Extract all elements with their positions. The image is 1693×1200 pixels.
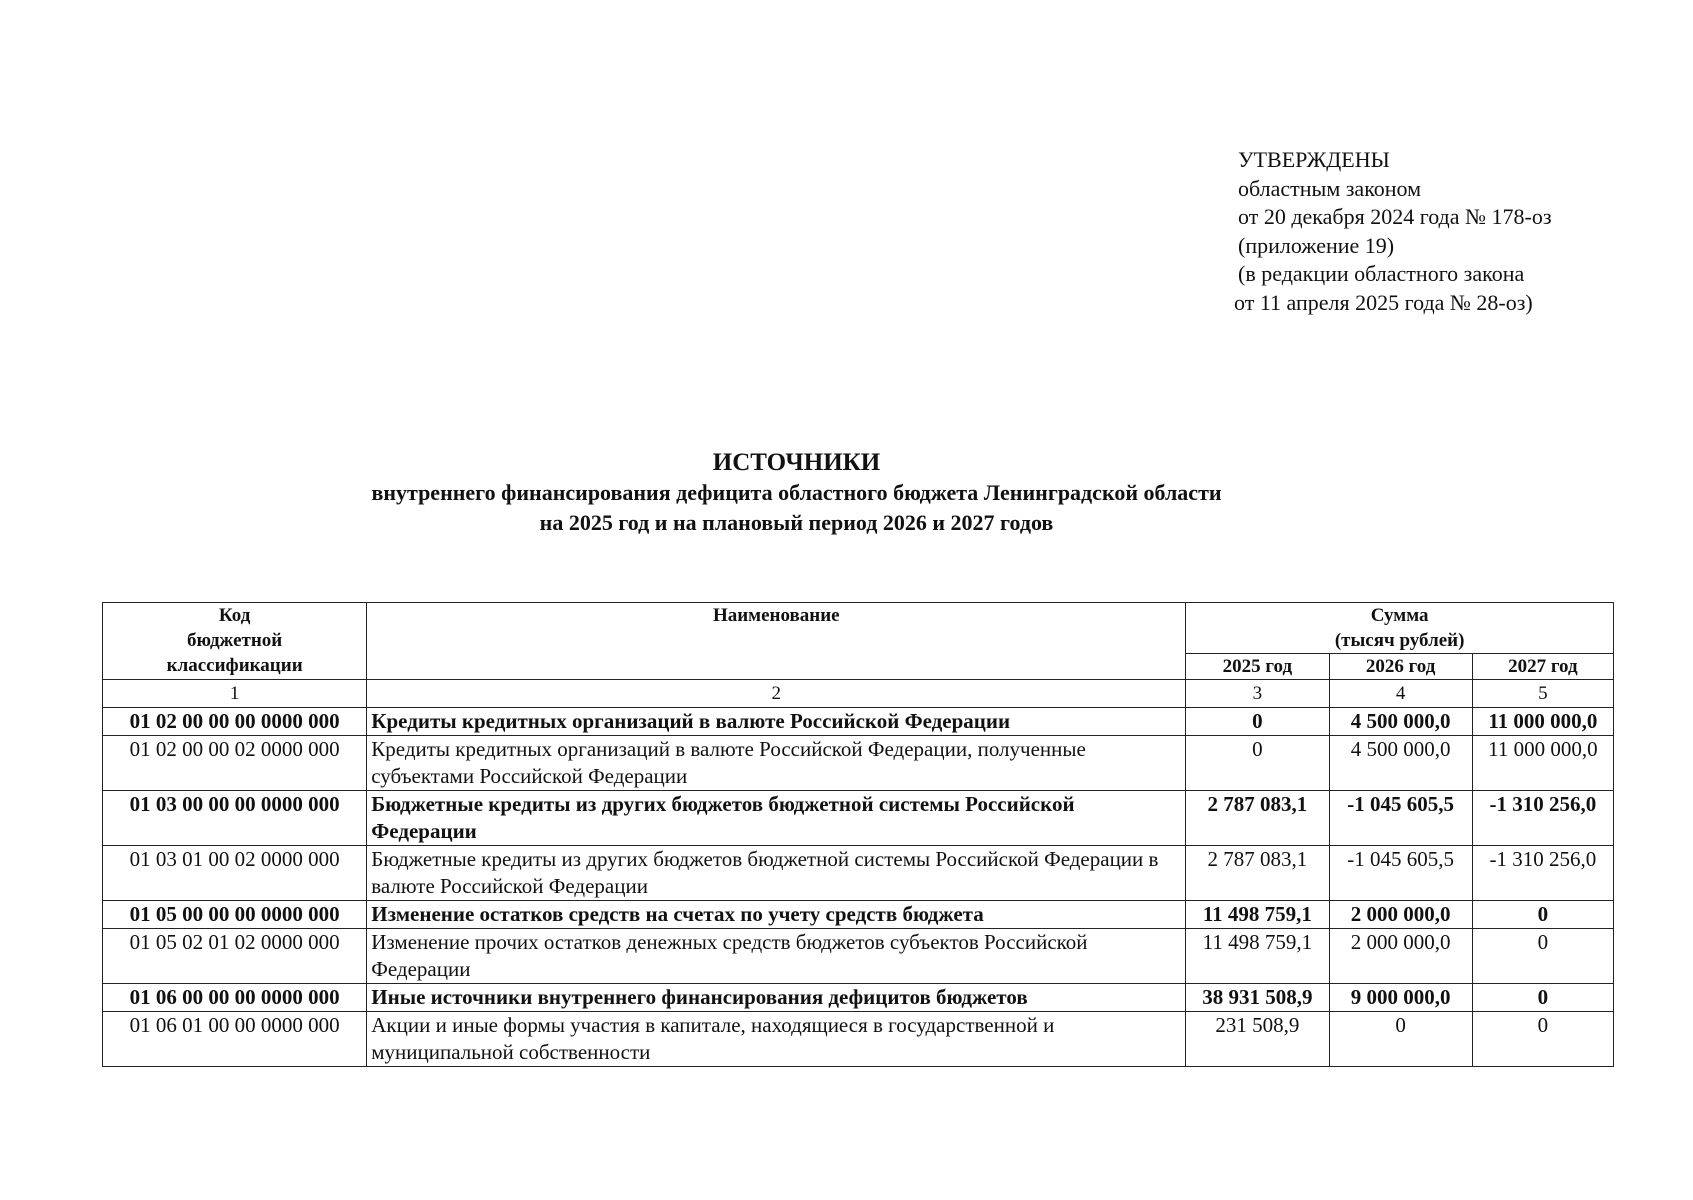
header-year-2026: 2026 год <box>1329 654 1472 680</box>
table-row <box>103 984 1614 1012</box>
document-subtitle-line-1: внутреннего финансирования дефицита областного бюджета Ленинградской области <box>371 480 1222 505</box>
row-name: Изменение прочих остатков денежных средств бюджетов субъектов Российской Федерации <box>367 929 1186 984</box>
table-row <box>103 929 1614 984</box>
financing-sources-table <box>102 602 1614 1067</box>
row-name: Иные источники внутреннего финансирования дефицитов бюджетов <box>367 984 1186 1012</box>
row-value-2027: 11 000 000,0 <box>1472 736 1613 791</box>
index-cell: 5 <box>1472 680 1613 708</box>
row-value-2025: 11 498 759,1 <box>1186 929 1329 984</box>
row-value-2026: 4 500 000,0 <box>1329 708 1472 736</box>
document-title-block <box>0 448 1693 538</box>
row-value-2026: -1 045 605,5 <box>1329 846 1472 901</box>
approval-line-edition-date: от 11 апреля 2025 года № 28-оз) <box>1234 289 1533 315</box>
table-body <box>103 708 1614 1067</box>
approval-stamp-block <box>1234 146 1658 317</box>
row-code: 01 05 02 01 02 0000 000 <box>103 929 367 984</box>
row-name: Кредиты кредитных организаций в валюте Российской Федерации, полученные субъектами Российской Федерации <box>367 736 1186 791</box>
row-value-2027: 0 <box>1472 1012 1613 1067</box>
row-value-2026: 0 <box>1329 1012 1472 1067</box>
header-code: Код бюджетной классификации <box>103 603 367 680</box>
row-value-2025: 38 931 508,9 <box>1186 984 1329 1012</box>
row-value-2027: 0 <box>1472 984 1613 1012</box>
index-cell: 2 <box>367 680 1186 708</box>
row-value-2027: -1 310 256,0 <box>1472 846 1613 901</box>
row-value-2025: 2 787 083,1 <box>1186 846 1329 901</box>
row-value-2025: 0 <box>1186 736 1329 791</box>
table-row <box>103 901 1614 929</box>
table-row <box>103 1012 1614 1067</box>
approval-line-date: от 20 декабря 2024 года № 178-оз <box>1238 204 1552 229</box>
row-value-2025: 2 787 083,1 <box>1186 791 1329 846</box>
row-name: Бюджетные кредиты из других бюджетов бюджетной системы Российской Федерации <box>367 791 1186 846</box>
header-year-2027: 2027 год <box>1472 654 1613 680</box>
row-value-2025: 0 <box>1186 708 1329 736</box>
row-name: Акции и иные формы участия в капитале, находящиеся в государственной и муниципальной собственности <box>367 1012 1186 1067</box>
row-code: 01 05 00 00 00 0000 000 <box>103 901 367 929</box>
row-code: 01 02 00 00 02 0000 000 <box>103 736 367 791</box>
approval-line-approved: УТВЕРЖДЕНЫ <box>1238 147 1390 172</box>
row-name: Кредиты кредитных организаций в валюте Российской Федерации <box>367 708 1186 736</box>
row-value-2025: 11 498 759,1 <box>1186 901 1329 929</box>
table-row <box>103 791 1614 846</box>
table-header-row <box>103 603 1614 654</box>
document-subtitle-line-2: на 2025 год и на плановый период 2026 и 2027 годов <box>539 510 1054 535</box>
row-code: 01 06 01 00 00 0000 000 <box>103 1012 367 1067</box>
row-name: Бюджетные кредиты из других бюджетов бюджетной системы Российской Федерации в валюте Российской Федерации <box>367 846 1186 901</box>
row-value-2027: -1 310 256,0 <box>1472 791 1613 846</box>
row-name: Изменение остатков средств на счетах по учету средств бюджета <box>367 901 1186 929</box>
header-year-2025: 2025 год <box>1186 654 1329 680</box>
row-value-2026: 2 000 000,0 <box>1329 901 1472 929</box>
table-row <box>103 736 1614 791</box>
row-value-2026: -1 045 605,5 <box>1329 791 1472 846</box>
row-value-2026: 9 000 000,0 <box>1329 984 1472 1012</box>
index-cell: 3 <box>1186 680 1329 708</box>
index-cell: 1 <box>103 680 367 708</box>
approval-line-appendix: (приложение 19) <box>1238 232 1395 258</box>
row-value-2025: 231 508,9 <box>1186 1012 1329 1067</box>
row-value-2026: 4 500 000,0 <box>1329 736 1472 791</box>
row-value-2026: 2 000 000,0 <box>1329 929 1472 984</box>
header-name: Наименование <box>367 603 1186 680</box>
row-value-2027: 0 <box>1472 901 1613 929</box>
row-value-2027: 11 000 000,0 <box>1472 708 1613 736</box>
row-value-2027: 0 <box>1472 929 1613 984</box>
row-code: 01 03 01 00 02 0000 000 <box>103 846 367 901</box>
row-code: 01 03 00 00 00 0000 000 <box>103 791 367 846</box>
document-title: ИСТОЧНИКИ <box>712 449 881 476</box>
row-code: 01 06 00 00 00 0000 000 <box>103 984 367 1012</box>
approval-line-edition: (в редакции областного закона <box>1238 261 1525 286</box>
table-row <box>103 708 1614 736</box>
header-sum: Сумма (тысяч рублей) <box>1186 603 1614 654</box>
table-index-row <box>103 680 1614 708</box>
row-code: 01 02 00 00 00 0000 000 <box>103 708 367 736</box>
approval-line-law: областным законом <box>1238 175 1422 201</box>
index-cell: 4 <box>1329 680 1472 708</box>
table-row <box>103 846 1614 901</box>
